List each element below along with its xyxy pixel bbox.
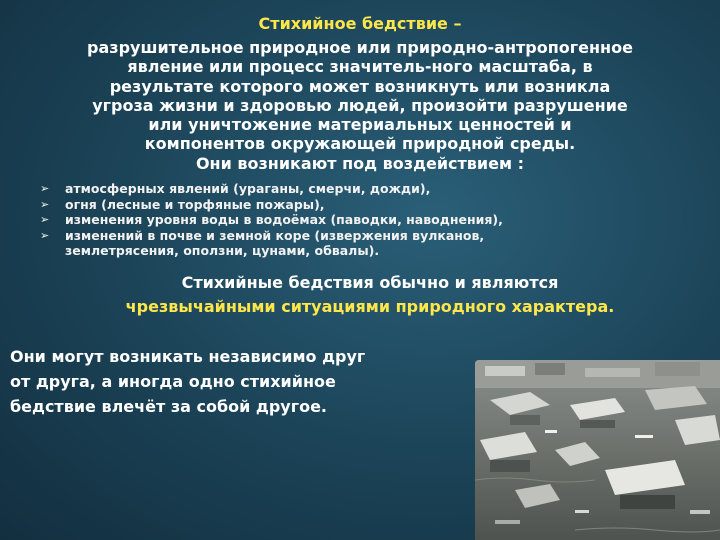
note-line: от друга, а иногда одно стихийное [10,372,336,391]
summary-line: Стихийные бедствия обычно и являются [181,273,559,292]
causes-list [40,181,680,259]
arrow-bullet-icon: ➢ [40,213,50,226]
note-line: бедствие влечёт за собой другое. [10,397,328,416]
list-item-text: изменений в почве и земной коре (извержения вулканов, [65,227,485,243]
definition-line: явление или процесс значитель-ного масштаба, в [127,57,593,77]
definition-line: результате которого может возникнуть или возникла [109,76,611,96]
list-item-continuation [40,243,680,259]
summary-highlight: чрезвычайными ситуациями природного характера. [125,297,615,316]
list-item-text: огня (лесные и торфяные пожары), [65,196,325,212]
list-item-text: изменения уровня воды в водоёмах (паводки, наводнения), [65,212,503,227]
list-item-text: атмосферных явлений (ураганы, смерчи, дожди), [65,181,431,196]
list-item [40,181,680,197]
summary-text [60,271,680,319]
definition-line: угроза жизни и здоровью людей, произойти разрушение [92,95,628,115]
list-item-text: землетрясения, оползни, цунами, обвалы). [65,243,380,258]
list-item [40,228,680,244]
note-text [10,344,470,419]
arrow-bullet-icon: ➢ [40,182,50,195]
list-item [40,197,680,213]
definition-text [14,38,706,173]
definition-line: или уничтожение материальных ценностей и [148,115,572,135]
note-line: Они могут возникать независимо друг [10,347,366,366]
slide-title: Стихийное бедствие – [258,14,462,33]
list-item [40,212,680,228]
arrow-bullet-icon: ➢ [40,228,50,242]
flood-photo [475,360,720,540]
definition-line: компонентов окружающей природной среды. [144,134,576,154]
definition-line: разрушительное природное или природно-антропогенное [87,38,633,57]
causes-heading: Они возникают под воздействием : [195,153,525,173]
arrow-bullet-icon: ➢ [40,197,50,211]
